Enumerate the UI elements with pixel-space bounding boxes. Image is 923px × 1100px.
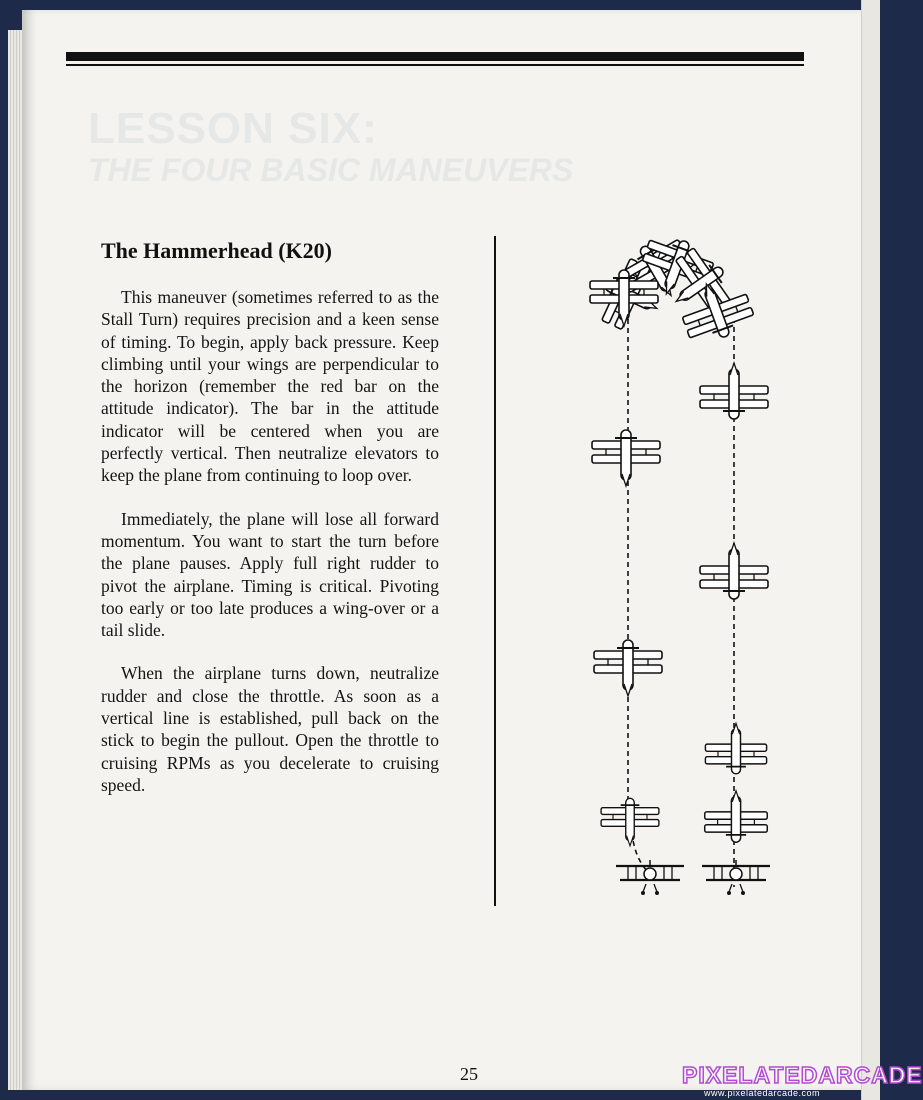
header-rule-thick xyxy=(66,52,804,61)
section-heading: The Hammerhead (K20) xyxy=(101,238,332,263)
watermark-url[interactable]: www.pixelatedarcade.com xyxy=(704,1088,821,1098)
paragraph-2: Immediately, the plane will lose all forward momentum. You want to start the turn before the plane pauses. Apply full right rudder to pivot the airplane. Timing is critical. Pivoting too early or too late produces a wing-over or a tail slide. xyxy=(101,508,439,641)
ghost-lesson-subtitle: THE FOUR BASIC MANEUVERS xyxy=(88,152,574,188)
page-number: 25 xyxy=(460,1064,478,1084)
paragraph-3: When the airplane turns down, neutralize rudder and close the throttle. As soon as a vertical line is established, pull back on the stick to begin the pullout. Open the throttle to cruising RPMs as you decelerate to cruising speed. xyxy=(101,663,439,795)
watermark-logo: PIXELATEDARCADE xyxy=(682,1062,923,1088)
column-divider xyxy=(494,236,496,906)
header-rule-thin xyxy=(66,64,804,66)
next-page-edge xyxy=(861,0,880,1100)
section-body xyxy=(101,286,439,817)
paragraph-1: This maneuver (sometimes referred to as the Stall Turn) requires precision and a keen sense of timing. To begin, apply back pressure. Keep climbing until your wings are perpendicular to the horizon (remember the red bar on the attitude indicator). The bar in the attitude indicator will be centered when you are perfectly vertical. Then neutralize elevators to keep the plane from continuing to loop over. xyxy=(101,287,439,486)
ghost-lesson-title: LESSON SIX: xyxy=(88,104,378,153)
hammerhead-maneuver-diagram-icon xyxy=(586,232,786,902)
